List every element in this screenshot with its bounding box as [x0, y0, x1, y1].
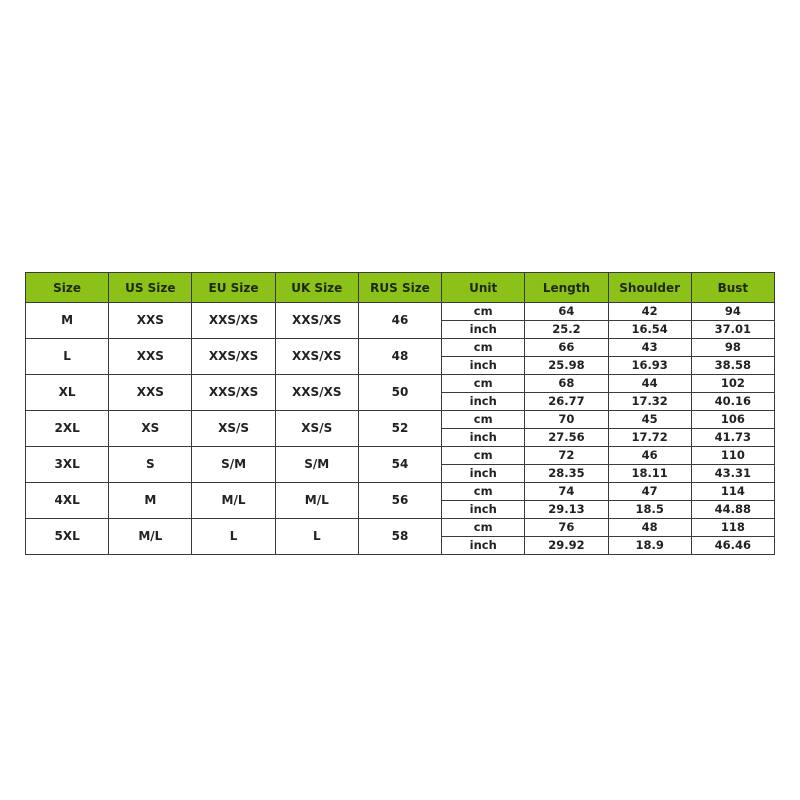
- eu-cell: L: [192, 519, 275, 555]
- us-cell: M/L: [109, 519, 192, 555]
- us-cell: XXS: [109, 303, 192, 339]
- unit-cm-cell: cm: [442, 411, 525, 429]
- column-header: Bust: [691, 273, 774, 303]
- shoulder-inch-cell: 16.93: [608, 357, 691, 375]
- length-cm-cell: 74: [525, 483, 608, 501]
- uk-cell: XXS/XS: [275, 339, 358, 375]
- shoulder-cm-cell: 44: [608, 375, 691, 393]
- uk-cell: L: [275, 519, 358, 555]
- length-inch-cell: 27.56: [525, 429, 608, 447]
- length-cm-cell: 70: [525, 411, 608, 429]
- uk-cell: S/M: [275, 447, 358, 483]
- unit-cm-cell: cm: [442, 303, 525, 321]
- shoulder-inch-cell: 17.72: [608, 429, 691, 447]
- length-inch-cell: 28.35: [525, 465, 608, 483]
- rus-cell: 46: [358, 303, 441, 339]
- bust-cm-cell: 102: [691, 375, 774, 393]
- unit-inch-cell: inch: [442, 393, 525, 411]
- shoulder-cm-cell: 48: [608, 519, 691, 537]
- unit-cm-cell: cm: [442, 519, 525, 537]
- us-cell: XXS: [109, 375, 192, 411]
- rus-cell: 56: [358, 483, 441, 519]
- size-cell: 5XL: [26, 519, 109, 555]
- eu-cell: M/L: [192, 483, 275, 519]
- rus-cell: 58: [358, 519, 441, 555]
- length-inch-cell: 29.13: [525, 501, 608, 519]
- column-header: EU Size: [192, 273, 275, 303]
- unit-inch-cell: inch: [442, 429, 525, 447]
- unit-cm-cell: cm: [442, 375, 525, 393]
- size-cell: XL: [26, 375, 109, 411]
- us-cell: S: [109, 447, 192, 483]
- bust-inch-cell: 46.46: [691, 537, 774, 555]
- size-cell: 3XL: [26, 447, 109, 483]
- bust-cm-cell: 94: [691, 303, 774, 321]
- shoulder-inch-cell: 17.32: [608, 393, 691, 411]
- unit-inch-cell: inch: [442, 465, 525, 483]
- table-row: [26, 483, 775, 501]
- length-inch-cell: 29.92: [525, 537, 608, 555]
- eu-cell: XXS/XS: [192, 303, 275, 339]
- table-row: [26, 519, 775, 537]
- table-row: [26, 375, 775, 393]
- bust-inch-cell: 41.73: [691, 429, 774, 447]
- shoulder-cm-cell: 43: [608, 339, 691, 357]
- length-inch-cell: 25.2: [525, 321, 608, 339]
- length-cm-cell: 72: [525, 447, 608, 465]
- shoulder-inch-cell: 16.54: [608, 321, 691, 339]
- unit-inch-cell: inch: [442, 321, 525, 339]
- bust-inch-cell: 38.58: [691, 357, 774, 375]
- bust-inch-cell: 44.88: [691, 501, 774, 519]
- unit-inch-cell: inch: [442, 537, 525, 555]
- eu-cell: XXS/XS: [192, 375, 275, 411]
- unit-cm-cell: cm: [442, 447, 525, 465]
- length-cm-cell: 64: [525, 303, 608, 321]
- table-row: [26, 303, 775, 321]
- unit-inch-cell: inch: [442, 357, 525, 375]
- size-cell: L: [26, 339, 109, 375]
- rus-cell: 54: [358, 447, 441, 483]
- us-cell: XXS: [109, 339, 192, 375]
- bust-cm-cell: 110: [691, 447, 774, 465]
- eu-cell: XXS/XS: [192, 339, 275, 375]
- rus-cell: 50: [358, 375, 441, 411]
- size-chart-table: [25, 272, 775, 555]
- us-cell: XS: [109, 411, 192, 447]
- length-cm-cell: 66: [525, 339, 608, 357]
- column-header: Size: [26, 273, 109, 303]
- header-row: [26, 273, 775, 303]
- shoulder-cm-cell: 42: [608, 303, 691, 321]
- column-header: Unit: [442, 273, 525, 303]
- rus-cell: 52: [358, 411, 441, 447]
- eu-cell: S/M: [192, 447, 275, 483]
- uk-cell: XXS/XS: [275, 375, 358, 411]
- shoulder-cm-cell: 47: [608, 483, 691, 501]
- shoulder-inch-cell: 18.5: [608, 501, 691, 519]
- shoulder-cm-cell: 46: [608, 447, 691, 465]
- column-header: Shoulder: [608, 273, 691, 303]
- bust-inch-cell: 37.01: [691, 321, 774, 339]
- column-header: Length: [525, 273, 608, 303]
- bust-inch-cell: 43.31: [691, 465, 774, 483]
- length-inch-cell: 26.77: [525, 393, 608, 411]
- table-row: [26, 339, 775, 357]
- length-inch-cell: 25.98: [525, 357, 608, 375]
- uk-cell: M/L: [275, 483, 358, 519]
- us-cell: M: [109, 483, 192, 519]
- size-cell: 2XL: [26, 411, 109, 447]
- shoulder-cm-cell: 45: [608, 411, 691, 429]
- unit-inch-cell: inch: [442, 501, 525, 519]
- uk-cell: XS/S: [275, 411, 358, 447]
- table-row: [26, 447, 775, 465]
- rus-cell: 48: [358, 339, 441, 375]
- size-chart: [25, 272, 775, 555]
- bust-cm-cell: 114: [691, 483, 774, 501]
- eu-cell: XS/S: [192, 411, 275, 447]
- shoulder-inch-cell: 18.11: [608, 465, 691, 483]
- length-cm-cell: 68: [525, 375, 608, 393]
- shoulder-inch-cell: 18.9: [608, 537, 691, 555]
- unit-cm-cell: cm: [442, 339, 525, 357]
- uk-cell: XXS/XS: [275, 303, 358, 339]
- bust-cm-cell: 98: [691, 339, 774, 357]
- column-header: UK Size: [275, 273, 358, 303]
- column-header: US Size: [109, 273, 192, 303]
- bust-inch-cell: 40.16: [691, 393, 774, 411]
- bust-cm-cell: 118: [691, 519, 774, 537]
- size-cell: M: [26, 303, 109, 339]
- table-row: [26, 411, 775, 429]
- unit-cm-cell: cm: [442, 483, 525, 501]
- size-cell: 4XL: [26, 483, 109, 519]
- length-cm-cell: 76: [525, 519, 608, 537]
- bust-cm-cell: 106: [691, 411, 774, 429]
- column-header: RUS Size: [358, 273, 441, 303]
